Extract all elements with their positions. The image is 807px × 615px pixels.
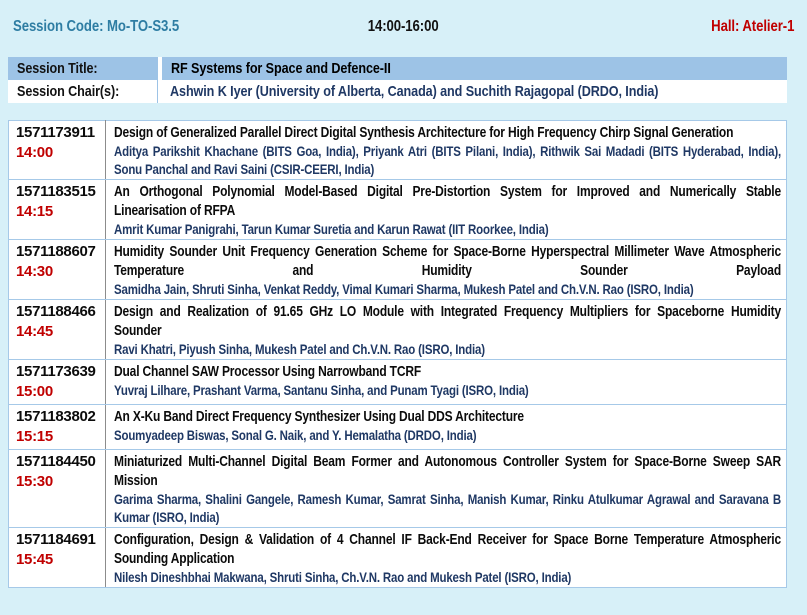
paper-content-cell [106, 450, 787, 528]
paper-row [9, 180, 787, 240]
paper-time: 15:30 [16, 473, 53, 490]
session-info-table [8, 57, 787, 103]
session-chairs-row [8, 80, 787, 103]
paper-id: 1571184450 [16, 453, 96, 470]
paper-title: Design and Realization of 91.65 GHz LO Module with Integrated Frequency Multipliers for Spaceborne Humidity Sounder [114, 303, 781, 339]
paper-authors: Soumyadeep Biswas, Sonal G. Naik, and Y. Hemalatha (DRDO, India) [114, 427, 477, 443]
paper-time: 14:45 [16, 323, 53, 340]
paper-row [9, 450, 787, 528]
paper-id: 1571188607 [16, 243, 96, 260]
session-hall: Hall: Atelier-1 [710, 18, 794, 35]
paper-content-cell [106, 405, 787, 450]
paper-title: Design of Generalized Parallel Direct Digital Synthesis Architecture for High Frequency Chirp Signal Generation [114, 124, 734, 141]
papers-table [8, 120, 787, 588]
paper-row [9, 405, 787, 450]
paper-content-cell [106, 300, 787, 360]
paper-id: 1571173639 [16, 363, 96, 380]
paper-authors: Yuvraj Lilhare, Prashant Varma, Santanu Sinha, and Punam Tyagi (ISRO, India) [114, 382, 529, 398]
paper-id-cell [9, 121, 106, 180]
paper-row [9, 121, 787, 180]
paper-row [9, 528, 787, 588]
top-bar [0, 0, 807, 36]
paper-content-cell [106, 121, 787, 180]
paper-id: 1571183515 [16, 183, 96, 200]
paper-authors: Garima Sharma, Shalini Gangele, Ramesh Kumar, Samrat Sinha, Manish Kumar, Rinku Atulkumar Agrawal and Saravana B Kumar (ISRO, India) [114, 491, 782, 525]
paper-authors: Nilesh Dineshbhai Makwana, Shruti Sinha, Ch.V.N. Rao and Mukesh Patel (ISRO, India) [114, 569, 572, 585]
paper-id-cell [9, 405, 106, 450]
paper-title: Dual Channel SAW Processor Using Narrowband TCRF [114, 363, 422, 380]
session-title-row [8, 57, 787, 80]
session-code: Session Code: Mo-TO-S3.5 [13, 18, 180, 35]
paper-id-cell [9, 360, 106, 405]
paper-content-cell [106, 360, 787, 405]
session-chairs-label: Session Chair(s): [8, 80, 158, 103]
paper-authors: Aditya Parikshit Khachane (BITS Goa, India), Priyank Atri (BITS Pilani, India), Rithwik Sai Madadi (BITS Hyderabad, India), Sonu Panchal and Ravi Saini (CSIR-CEERI, India) [114, 143, 782, 177]
paper-time: 14:15 [16, 203, 53, 220]
paper-id: 1571183802 [16, 408, 96, 425]
paper-row [9, 240, 787, 300]
paper-id: 1571184691 [16, 531, 96, 548]
paper-id: 1571188466 [16, 303, 96, 320]
paper-id-cell [9, 240, 106, 300]
paper-title: An X-Ku Band Direct Frequency Synthesizer Using Dual DDS Architecture [114, 408, 524, 425]
paper-time: 15:15 [16, 428, 53, 445]
session-title-value: RF Systems for Space and Defence-II [162, 57, 787, 80]
paper-content-cell [106, 240, 787, 300]
session-title-label: Session Title: [8, 57, 158, 80]
paper-id-cell [9, 528, 106, 588]
paper-time: 14:00 [16, 144, 53, 161]
paper-authors: Ravi Khatri, Piyush Sinha, Mukesh Patel and Ch.V.N. Rao (ISRO, India) [114, 341, 485, 357]
session-chairs-value: Ashwin K Iyer (University of Alberta, Canada) and Suchith Rajagopal (DRDO, India) [170, 83, 659, 100]
paper-time: 15:00 [16, 383, 53, 400]
paper-authors: Amrit Kumar Panigrahi, Tarun Kumar Suretia and Karun Rawat (IIT Roorkee, India) [114, 221, 549, 237]
paper-row [9, 300, 787, 360]
paper-title: Configuration, Design & Validation of 4 Channel IF Back-End Receiver for Space Borne Temperature Atmospheric Sounding Application [114, 531, 781, 567]
paper-id-cell [9, 180, 106, 240]
paper-title: Humidity Sounder Unit Frequency Generation Scheme for Space-Borne Hyperspectral Millimeter Wave Atmospheric Temperature and Humidity Sounder Payload [114, 243, 781, 279]
paper-title: Miniaturized Multi-Channel Digital Beam Former and Autonomous Controller System for Space-Borne Sweep SAR Mission [114, 453, 781, 489]
paper-time: 15:45 [16, 551, 53, 568]
paper-content-cell [106, 528, 787, 588]
papers-table-body [9, 121, 787, 588]
paper-content-cell [106, 180, 787, 240]
paper-title: An Orthogonal Polynomial Model-Based Digital Pre-Distortion System for Improved and Numerically Stable Linearisation of RFPA [114, 183, 781, 219]
paper-id-cell [9, 450, 106, 528]
session-time-range: 14:00-16:00 [368, 18, 439, 35]
paper-id-cell [9, 300, 106, 360]
paper-row [9, 360, 787, 405]
paper-authors: Samidha Jain, Shruti Sinha, Venkat Reddy, Vimal Kumari Sharma, Mukesh Patel and Ch.V.N. Rao (ISRO, India) [114, 281, 694, 297]
paper-time: 14:30 [16, 263, 53, 280]
paper-id: 1571173911 [16, 124, 95, 141]
